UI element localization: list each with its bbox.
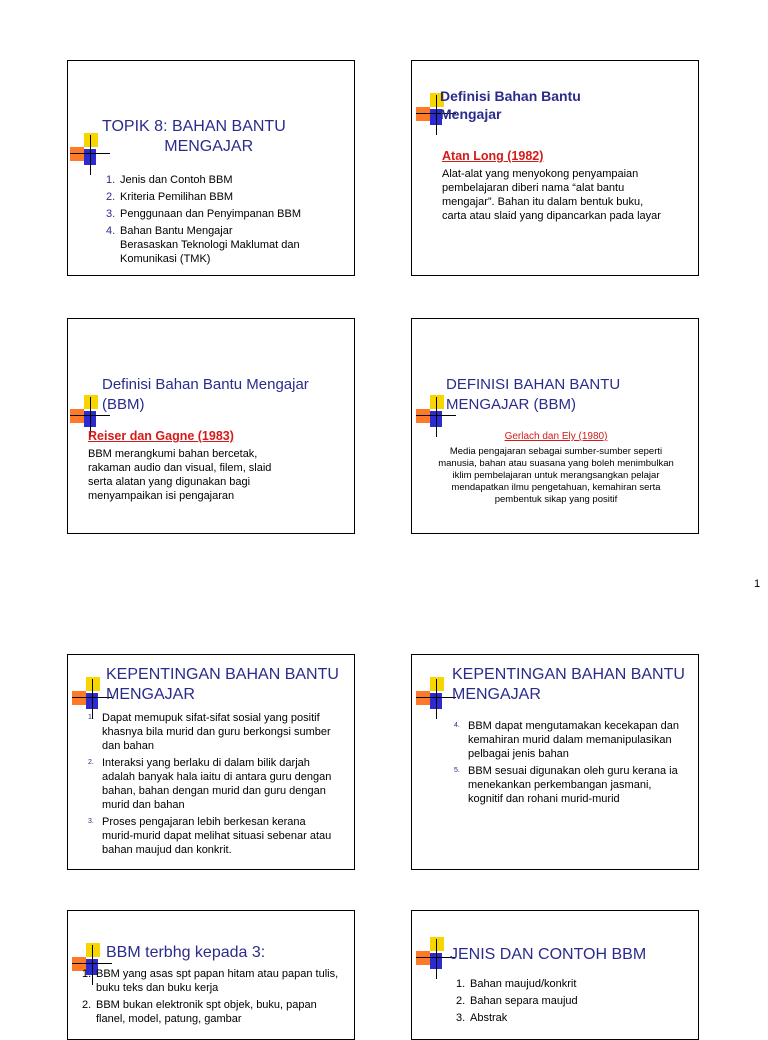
slide-jenis-contoh (411, 910, 699, 1040)
importance-list (454, 719, 684, 806)
list-item: 1. BBM yang asas spt papan hitam atau papan tulis, buku teks dan buku kerja (82, 968, 339, 994)
slide-definisi-gerlach-ely (411, 318, 699, 534)
slide-body: BBM merangkumi bahan bercetak, rakaman audio dan visual, filem, slaid serta alatan yang digunakan bagi menyampaikan isi pengajaran (88, 448, 272, 502)
slide-title: DEFINISI BAHAN BANTU MENGAJAR (BBM) (446, 376, 621, 413)
slide-title: Definisi Bahan Bantu Mengajar (440, 88, 581, 122)
list-item: 3. Proses pengajaran lebih berkesan kerana murid-murid dapat melihat situasi sebenar atau bahan maujud dan konkrit. (88, 816, 332, 856)
slide-body (106, 173, 346, 269)
slide-definisi-reiser-gagne (67, 318, 355, 534)
list-item: 4. Bahan Bantu Mengajar Berasaskan Teknologi Maklumat dan Komunikasi (TMK) (106, 225, 300, 265)
slide-topik-8 (67, 60, 355, 276)
slide-body: Alat-alat yang menyokong penyampaian pembelajaran diberi nama “alat bantu mengajar”. Bahan itu dalam bentuk buku, carta atau slaid yang dipancarkan pada layar (442, 168, 661, 222)
topic-list (106, 173, 346, 266)
slide-body (454, 719, 684, 809)
category-list (82, 967, 342, 1026)
list-item: 4. BBM dapat mengutamakan kecekapan dan kemahiran murid dalam memanipulasikan pelbagai jenis bahan (454, 720, 679, 760)
list-item: 2. Interaksi yang berlaku di dalam bilik darjah adalah banyak hala iaitu di antara guru dengan bahan, bahan dengan murid dan guru dengan murid dan bahan (88, 757, 332, 811)
slide-subtitle: Gerlach dan Ely (1980) (504, 431, 608, 442)
slide-body (456, 977, 686, 1028)
list-item: 1. Dapat memupuk sifat-sifat sosial yang positif khasnya bila murid dan guru berkongsi sumber dan bahan (88, 712, 331, 752)
list-item: 3. Abstrak (456, 1012, 508, 1024)
slide-body (82, 967, 342, 1029)
list-item: 1. Bahan maujud/konkrit (456, 978, 577, 990)
page-number: 1 (754, 578, 761, 590)
slide-definisi-atan-long (411, 60, 699, 276)
slide-title: JENIS DAN CONTOH BBM (450, 946, 647, 963)
slide-kepentingan-2 (411, 654, 699, 870)
slide-title: KEPENTINGAN BAHAN BANTU MENGAJAR (452, 666, 685, 703)
list-item: 2. Bahan separa maujud (456, 995, 578, 1007)
slide-subtitle: Reiser dan Gagne (1983) (88, 429, 234, 443)
slide-body: Media pengajaran sebagai sumber-sumber seperti manusia, bahan atau suasana yang boleh menimbulkan iklim pembelajaran untuk merangsangkan pelajar mendapatkan ilmu pengetahuan, kemahiran serta pembentuk sikap yang positif (438, 446, 674, 505)
slide-kepentingan-1 (67, 654, 355, 870)
slide-title: Definisi Bahan Bantu Mengajar (BBM) (102, 376, 309, 413)
list-item: 2. Kriteria Pemilihan BBM (106, 191, 234, 203)
list-item: 2. BBM bukan elektronik spt objek, buku, papan flanel, model, patung, gambar (82, 999, 317, 1025)
list-item: 1. Jenis dan Contoh BBM (106, 174, 233, 186)
importance-list (88, 711, 338, 857)
slide-body (88, 711, 338, 860)
slide-decoration-icon (416, 677, 456, 721)
slide-bbm-terbhg (67, 910, 355, 1040)
list-item: 5. BBM sesuai digunakan oleh guru kerana ia menekankan perkembangan jasmani, kognitif dan rohani murid-murid (454, 765, 678, 805)
slide-subtitle: Atan Long (1982) (442, 149, 544, 163)
type-list (456, 977, 686, 1025)
slide-title: KEPENTINGAN BAHAN BANTU MENGAJAR (106, 666, 339, 703)
slide-title: BBM terbhg kepada 3: (106, 944, 266, 961)
slide-title: TOPIK 8: BAHAN BANTU MENGAJAR (102, 118, 286, 155)
list-item: 3. Penggunaan dan Penyimpanan BBM (106, 208, 302, 220)
